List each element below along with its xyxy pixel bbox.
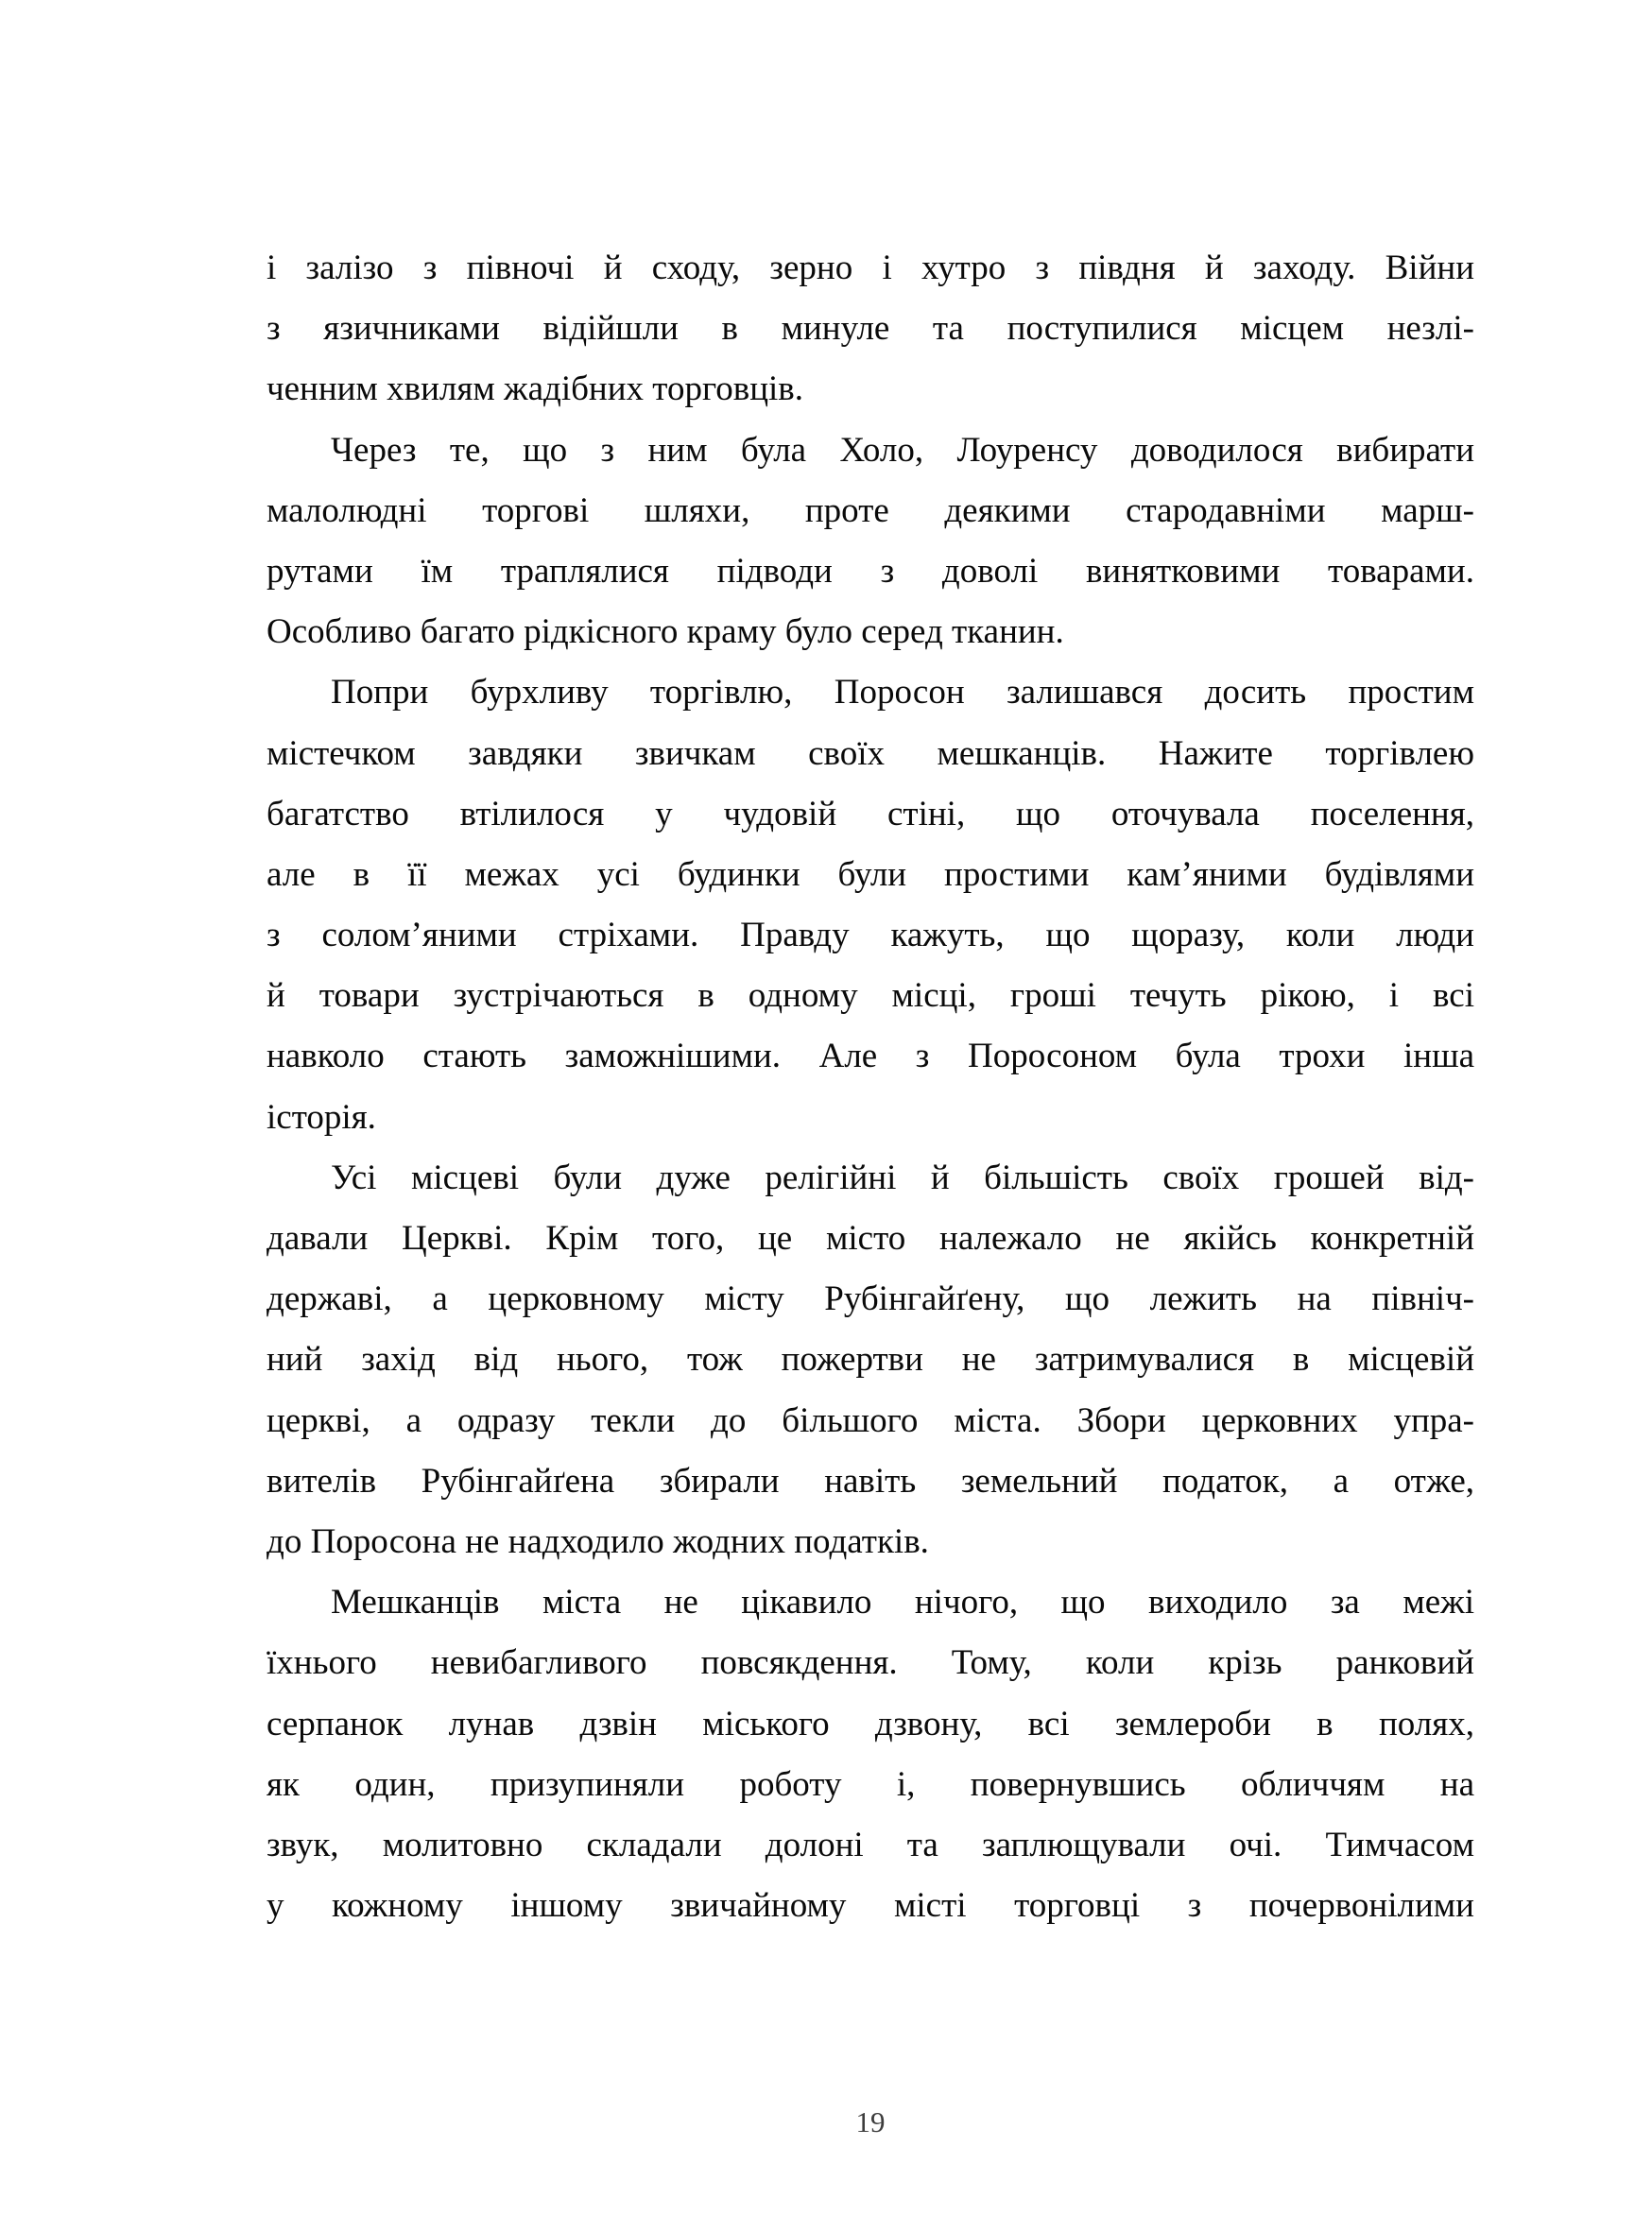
- text-line: давали Церкві. Крім того, це місто належало не якійсь конкретній: [267, 1219, 1474, 1258]
- text-line: Попри бурхливу торгівлю, Поросон залишався досить простим: [331, 673, 1474, 713]
- text-line: звук, молитовно складали долоні та заплющували очі. Тимчасом: [267, 1825, 1474, 1864]
- text-line: рутами їм траплялися підводи з доволі винятковими товарами.: [267, 551, 1474, 591]
- text-line: багатство втілилося у чудовій стіні, що оточувала поселення,: [267, 794, 1474, 833]
- body-text: [267, 238, 1474, 1936]
- text-line: Мешканців міста не цікавило нічого, що виходило за межі: [331, 1583, 1474, 1622]
- paragraph: [267, 662, 1474, 1148]
- text-line: до Поросона не надходило жодних податків.: [267, 1521, 929, 1561]
- text-line: у кожному іншому звичайному місті торговці з почервонілими: [267, 1886, 1474, 1926]
- text-line: серпанок лунав дзвін міського дзвону, всі землероби в полях,: [267, 1704, 1474, 1743]
- text-line: державі, а церковному місту Рубінгайґену, що лежить на північ-: [267, 1279, 1474, 1319]
- text-line: Через те, що з ним була Холо, Лоуренсу доводилося вибирати: [331, 430, 1474, 470]
- page-number: 19: [855, 2105, 886, 2138]
- text-line: вителів Рубінгайґена збирали навіть земельний податок, а отже,: [267, 1461, 1474, 1501]
- text-line: навколо стають заможнішими. Але з Поросоном була трохи інша: [267, 1037, 1474, 1076]
- paragraph: [267, 421, 1474, 663]
- text-line: але в її межах усі будинки були простими кам’яними будівлями: [267, 854, 1474, 894]
- text-line: історія.: [267, 1097, 376, 1137]
- paragraph: [267, 238, 1474, 421]
- text-line: й товари зустрічаються в одному місці, гроші течуть рікою, і всі: [267, 976, 1474, 1016]
- text-line: з язичниками відійшли в минуле та поступилися місцем незлі-: [267, 309, 1474, 349]
- text-line: їхнього невибагливого повсякдення. Тому, коли крізь ранковий: [267, 1643, 1474, 1683]
- text-line: містечком завдяки звичкам своїх мешканців. Нажите торгівлею: [267, 733, 1474, 773]
- text-line: з солом’яними стріхами. Правду кажуть, що щоразу, коли люди: [267, 916, 1474, 955]
- text-line: Особливо багато рідкісного краму було серед тканин.: [267, 612, 1064, 652]
- paragraph: [267, 1572, 1474, 1936]
- text-line: малолюдні торгові шляхи, проте деякими стародавніми марш-: [267, 490, 1474, 530]
- paragraph: [267, 1148, 1474, 1572]
- text-line: Усі місцеві були дуже релігійні й більшість своїх грошей від-: [331, 1158, 1474, 1197]
- text-line: і залізо з півночі й сходу, зерно і хутро з півдня й заходу. Війни: [267, 249, 1474, 287]
- text-line: ний захід від нього, тож пожертви не затримувалися в місцевій: [267, 1340, 1474, 1380]
- text-line: як один, призупиняли роботу і, повернувшись обличчям на: [267, 1764, 1474, 1804]
- text-line: церкві, а одразу текли до більшого міста. Збори церковних упра-: [267, 1400, 1474, 1440]
- text-line: ченним хвилям жадібних торговців.: [267, 369, 803, 409]
